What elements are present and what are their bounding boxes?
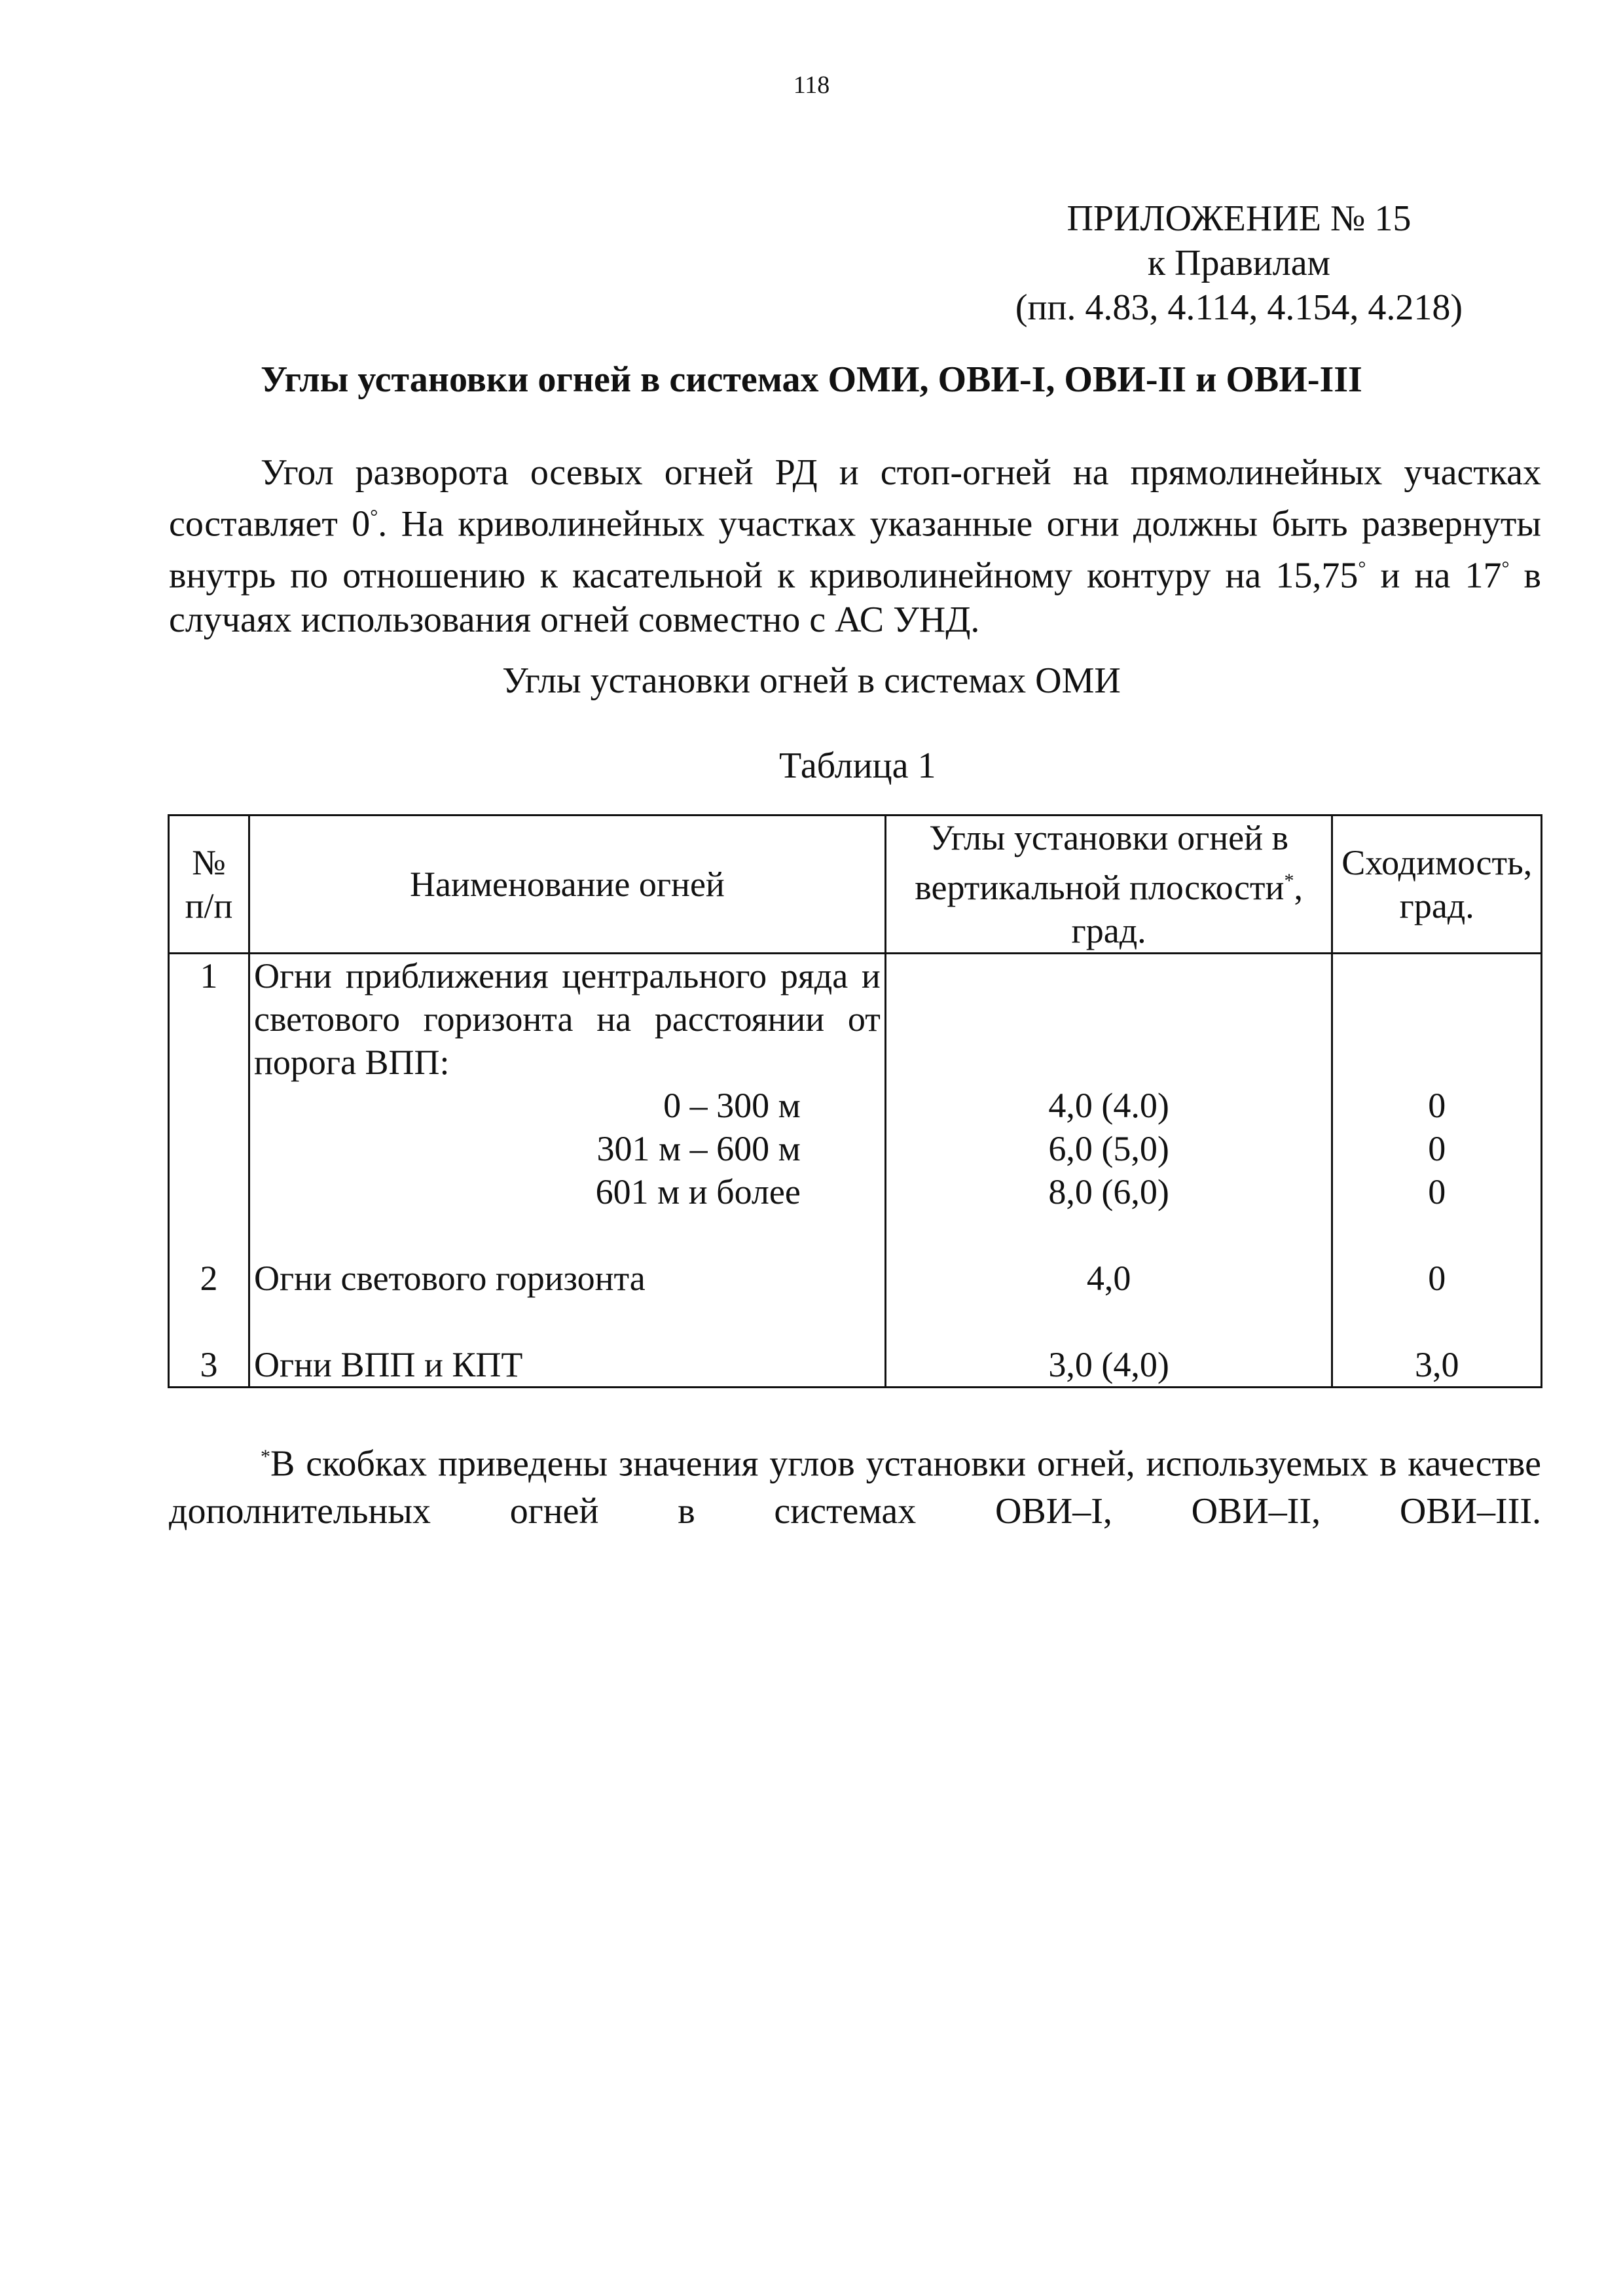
- row-convergence: [1332, 954, 1542, 1257]
- footnote: [169, 1433, 1541, 1535]
- row-convergence: 3,0: [1332, 1343, 1542, 1388]
- lights-angles-table: [168, 814, 1542, 1388]
- intro-part4: в случаях использования огней совместно с АС УНД.: [169, 555, 1542, 641]
- appendix-clauses: (пп. 4.83, 4.114, 4.154, 4.218): [1015, 287, 1463, 328]
- row-name: Огни ВПП и КПТ: [249, 1343, 886, 1388]
- distance-label: 0 – 300 м: [663, 1086, 801, 1125]
- row-name: [249, 954, 886, 1257]
- angle-value: 4,0 (4.0): [1048, 1086, 1169, 1125]
- header-angle-text: Углы установки огней в вертикальной плоскости: [915, 818, 1288, 907]
- table-caption: Таблица 1: [779, 745, 936, 786]
- intro-part1: Угол разворота осевых огней РД и стоп-огней на прямолинейных участках составляет 0: [169, 452, 1541, 545]
- degree-symbol: °: [1358, 557, 1366, 579]
- header-convergence: Сходимость, град.: [1332, 816, 1542, 954]
- row-number: 1: [169, 954, 249, 1257]
- row-name: Огни светового горизонта: [249, 1257, 886, 1300]
- table-row: [169, 954, 1542, 1257]
- intro-part3: и на 17: [1366, 555, 1502, 596]
- document-title: Углы установки огней в системах ОМИ, ОВИ-I, ОВИ-II и ОВИ-III: [261, 359, 1362, 400]
- table-row: [169, 1343, 1542, 1388]
- distance-label: 601 м и более: [595, 1172, 801, 1211]
- row-name-text: Огни приближения центрального ряда и светового горизонта на расстоянии от порога ВПП:: [254, 956, 881, 1082]
- row-angle: 4,0: [885, 1257, 1332, 1300]
- row-angle: [885, 954, 1332, 1257]
- intro-paragraph: [169, 450, 1541, 642]
- convergence-value: 0: [1428, 1172, 1446, 1211]
- degree-symbol: °: [1501, 557, 1510, 579]
- convergence-value: 0: [1428, 1129, 1446, 1168]
- table-header-row: [169, 816, 1542, 954]
- row-number: 3: [169, 1343, 249, 1388]
- footnote-text: В скобках приведены значения углов установки огней, используемых в качестве дополнительных огней в системах ОВИ–I, ОВИ–II, ОВИ–III.: [169, 1443, 1541, 1532]
- degree-symbol: °: [370, 506, 378, 528]
- intro-part2: . На криволинейных участках указанные огни должны быть развернуты внутрь по отношению к касательной к криволинейному контуру на 15,75: [169, 503, 1541, 596]
- page-number: 118: [793, 71, 830, 99]
- header-name: Наименование огней: [249, 816, 886, 954]
- section-title: Углы установки огней в системах ОМИ: [502, 660, 1121, 701]
- angle-value: 8,0 (6,0): [1048, 1172, 1169, 1211]
- row-convergence: 0: [1332, 1257, 1542, 1300]
- appendix-header: [1015, 196, 1463, 330]
- appendix-number: ПРИЛОЖЕНИЕ № 15: [1067, 198, 1412, 239]
- angle-value: 6,0 (5,0): [1048, 1129, 1169, 1168]
- convergence-value: 0: [1428, 1086, 1446, 1125]
- header-angle-unit: , град.: [1071, 868, 1303, 950]
- header-angle-star: *: [1284, 870, 1294, 891]
- row-angle: 3,0 (4,0): [885, 1343, 1332, 1388]
- header-angle: [885, 816, 1332, 954]
- distance-label: 301 м – 600 м: [596, 1129, 801, 1168]
- header-number: № п/п: [169, 816, 249, 954]
- table-row: [169, 1257, 1542, 1300]
- footnote-star: *: [261, 1446, 270, 1467]
- appendix-rules: к Правилам: [1147, 243, 1330, 283]
- row-number: 2: [169, 1257, 249, 1300]
